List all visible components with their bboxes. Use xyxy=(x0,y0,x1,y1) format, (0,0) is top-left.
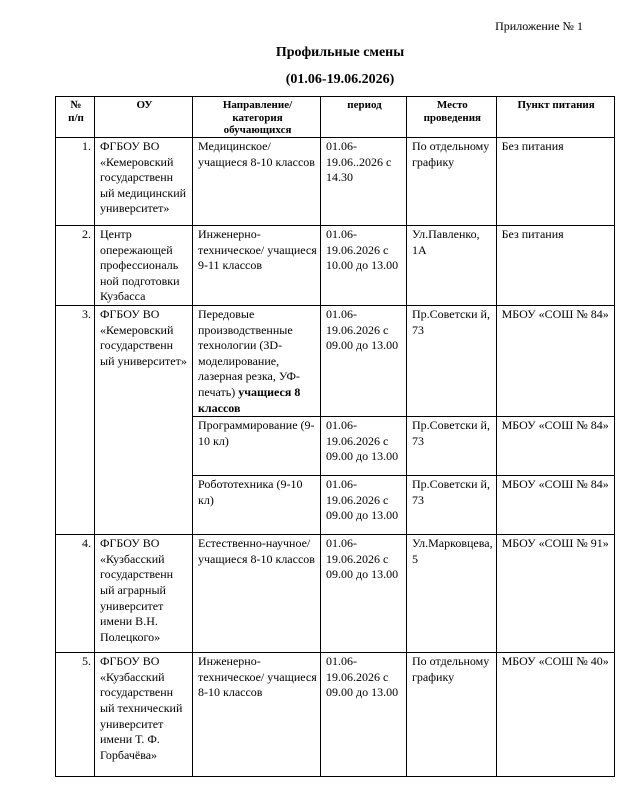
direction-cell: Программирование (9-10 кл) xyxy=(193,417,321,476)
document-title: Профильные смены xyxy=(275,45,405,60)
period-cell: 01.06-19.06.2026 с 09.00 до 13.00 xyxy=(321,305,407,416)
food-cell: Без питания xyxy=(496,226,614,306)
org-cell: ФГБОУ ВО «Кузбасский государственн ый технический университет имени Т. Ф. Горбачёва» xyxy=(95,653,193,777)
column-header-food: Пункт питания xyxy=(496,97,614,138)
food-cell: МБОУ «СОШ № 84» xyxy=(496,305,614,416)
column-header-place: Место проведения xyxy=(407,97,497,138)
period-cell: 01.06-19.06.2026 с 10.00 до 13.00 xyxy=(321,226,407,306)
place-cell: Ул.Марковцева, 5 xyxy=(407,535,497,653)
place-cell: По отдельному графику xyxy=(407,653,497,777)
column-header-org: ОУ xyxy=(95,97,193,138)
direction-cell xyxy=(193,305,321,416)
period-cell: 01.06-19.06.2026 с 09.00 до 13.00 xyxy=(321,417,407,476)
place-cell: Пр.Советски й, 73 xyxy=(407,305,497,416)
row-number: 5. xyxy=(56,653,95,777)
appendix-label: Приложение № 1 xyxy=(495,19,583,33)
place-cell: По отдельному графику xyxy=(407,138,497,226)
place-cell: Пр.Советски й, 73 xyxy=(407,476,497,535)
direction-cell: Робототехника (9-10 кл) xyxy=(193,476,321,535)
shifts-table xyxy=(55,96,615,777)
table-row xyxy=(56,305,615,416)
table-header-row xyxy=(56,97,615,138)
table-row xyxy=(56,653,615,777)
org-cell: ФГБОУ ВО «Кузбасский государственн ый аграрный университет имени В.Н. Полецкого» xyxy=(95,535,193,653)
period-cell: 01.06-19.06.2026 с 09.00 до 13.00 xyxy=(321,653,407,777)
row-number: 3. xyxy=(56,305,95,534)
column-header-period: период xyxy=(321,97,407,138)
row-number: 2. xyxy=(56,226,95,306)
row-number: 4. xyxy=(56,535,95,653)
table-row xyxy=(56,138,615,226)
food-cell: Без питания xyxy=(496,138,614,226)
direction-cell: Медицинское/ учащиеся 8-10 классов xyxy=(193,138,321,226)
direction-cell: Естественно-научное/учащиеся 8-10 классов xyxy=(193,535,321,653)
table-row xyxy=(56,535,615,653)
column-header-number: № п/п xyxy=(56,97,95,138)
org-cell: ФГБОУ ВО «Кемеровский государственн ый университет» xyxy=(95,305,193,534)
direction-text: Передовые производственные технологии (3D-моделирование, лазерная резка, УФ-печать) xyxy=(198,306,300,399)
document-subtitle: (01.06-19.06.2026) xyxy=(285,72,395,87)
direction-cell: Инженерно-техническое/ учащиеся 8-10 классов xyxy=(193,653,321,777)
food-cell: МБОУ «СОШ № 84» xyxy=(496,476,614,535)
column-header-direction: Направление/ категория обучающихся xyxy=(193,97,321,138)
place-cell: Пр.Советски й, 73 xyxy=(407,417,497,476)
direction-cell: Инженерно-техническое/ учащиеся 9-11 классов xyxy=(193,226,321,306)
period-cell: 01.06-19.06..2026 с 14.30 xyxy=(321,138,407,226)
org-cell: Центр опережающей профессиональ ной подготовки Кузбасса xyxy=(95,226,193,306)
period-cell: 01.06-19.06.2026 с 09.00 до 13.00 xyxy=(321,476,407,535)
direction-bold-text: учащиеся 8 классов xyxy=(198,384,301,415)
org-cell: ФГБОУ ВО «Кемеровский государственн ый медицинский университет» xyxy=(95,138,193,226)
food-cell: МБОУ «СОШ № 40» xyxy=(496,653,614,777)
food-cell: МБОУ «СОШ № 91» xyxy=(496,535,614,653)
row-number: 1. xyxy=(56,138,95,226)
place-cell: Ул.Павленко, 1А xyxy=(407,226,497,306)
food-cell: МБОУ «СОШ № 84» xyxy=(496,417,614,476)
period-cell: 01.06-19.06.2026 с 09.00 до 13.00 xyxy=(321,535,407,653)
table-row xyxy=(56,226,615,306)
